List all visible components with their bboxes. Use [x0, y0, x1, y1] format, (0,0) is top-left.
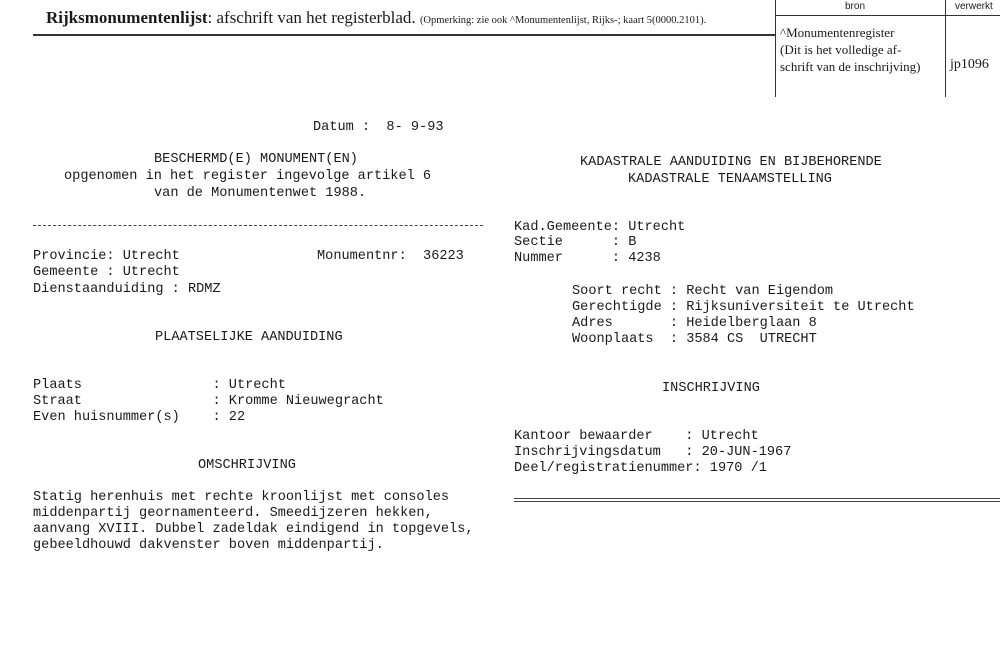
woonplaats: Woonplaats : 3584 CS UTRECHT: [572, 332, 817, 347]
provincie: Provincie: Utrecht: [33, 249, 180, 264]
title-rest: : afschrift van het registerblad.: [207, 8, 416, 27]
straat: Straat : Kromme Nieuwegracht: [33, 394, 384, 409]
gerechtigde: Gerechtigde : Rijksuniversiteit te Utrecht: [572, 300, 915, 315]
bron-text: ^Monumentenregister (Dit is het volledige af- schrift van de inschrijving): [780, 25, 921, 74]
double-rule-top: [514, 498, 1000, 499]
gemeente: Gemeente : Utrecht: [33, 265, 180, 280]
plaats: Plaats : Utrecht: [33, 378, 286, 393]
monumentnr: Monumentnr: 36223: [317, 249, 464, 264]
soort-recht: Soort recht : Recht van Eigendom: [572, 284, 834, 299]
kad-gemeente: Kad.Gemeente: Utrecht: [514, 220, 686, 235]
huisnummer: Even huisnummer(s) : 22: [33, 410, 246, 425]
inschrijvingsdatum: Inschrijvingsdatum : 20-JUN-1967: [514, 445, 792, 460]
verwerkt-code: jp1096: [950, 57, 989, 72]
heading-inschrijving: INSCHRIJVING: [662, 381, 760, 396]
description-line: middenpartij geornamenteerd. Smeedijzeren hekken,: [33, 506, 433, 521]
description-line: aanvang XVIII. Dubbel zadeldak eindigend in topgevels,: [33, 522, 474, 537]
dashed-divider: [33, 225, 483, 226]
description-line: Statig herenhuis met rechte kroonlijst met consoles: [33, 490, 450, 505]
nummer: Nummer : 4238: [514, 251, 661, 266]
heading-beschermd: BESCHERMD(E) MONUMENT(EN): [154, 152, 358, 167]
double-rule-bottom: [514, 501, 1000, 502]
heading-kadastrale: KADASTRALE AANDUIDING EN BIJBEHORENDE: [580, 155, 882, 170]
title-rule: [33, 34, 775, 36]
kantoor-bewaarder: Kantoor bewaarder : Utrecht: [514, 429, 759, 444]
registratienummer: Deel/registratienummer: 1970 /1: [514, 461, 767, 476]
heading-omschrijving: OMSCHRIJVING: [198, 458, 296, 473]
sectie: Sectie : B: [514, 235, 637, 250]
title-bold: Rijksmonumentenlijst: [46, 8, 208, 27]
adres: Adres : Heidelberglaan 8: [572, 316, 817, 331]
dienstaanduiding: Dienstaanduiding : RDMZ: [33, 282, 221, 297]
description-line: gebeeldhouwd dakvenster boven middenpartij.: [33, 538, 384, 553]
title-note: (Opmerking: zie ook ^Monumentenlijst, Rijks-; kaart 5(0000.2101).: [419, 15, 707, 26]
heading-opgenomen: opgenomen in het register ingevolge artikel 6: [64, 169, 432, 184]
bron-header: bron: [845, 1, 866, 12]
document-title: [46, 8, 706, 28]
datum: Datum : 8- 9-93: [313, 120, 444, 135]
heading-plaatselijke: PLAATSELIJKE AANDUIDING: [155, 330, 343, 345]
verwerkt-header: verwerkt: [955, 1, 993, 12]
heading-tenaamstelling: KADASTRALE TENAAMSTELLING: [628, 172, 832, 187]
heading-monumentenwet: van de Monumentenwet 1988.: [154, 186, 367, 201]
box-header-rule: [775, 15, 1000, 16]
